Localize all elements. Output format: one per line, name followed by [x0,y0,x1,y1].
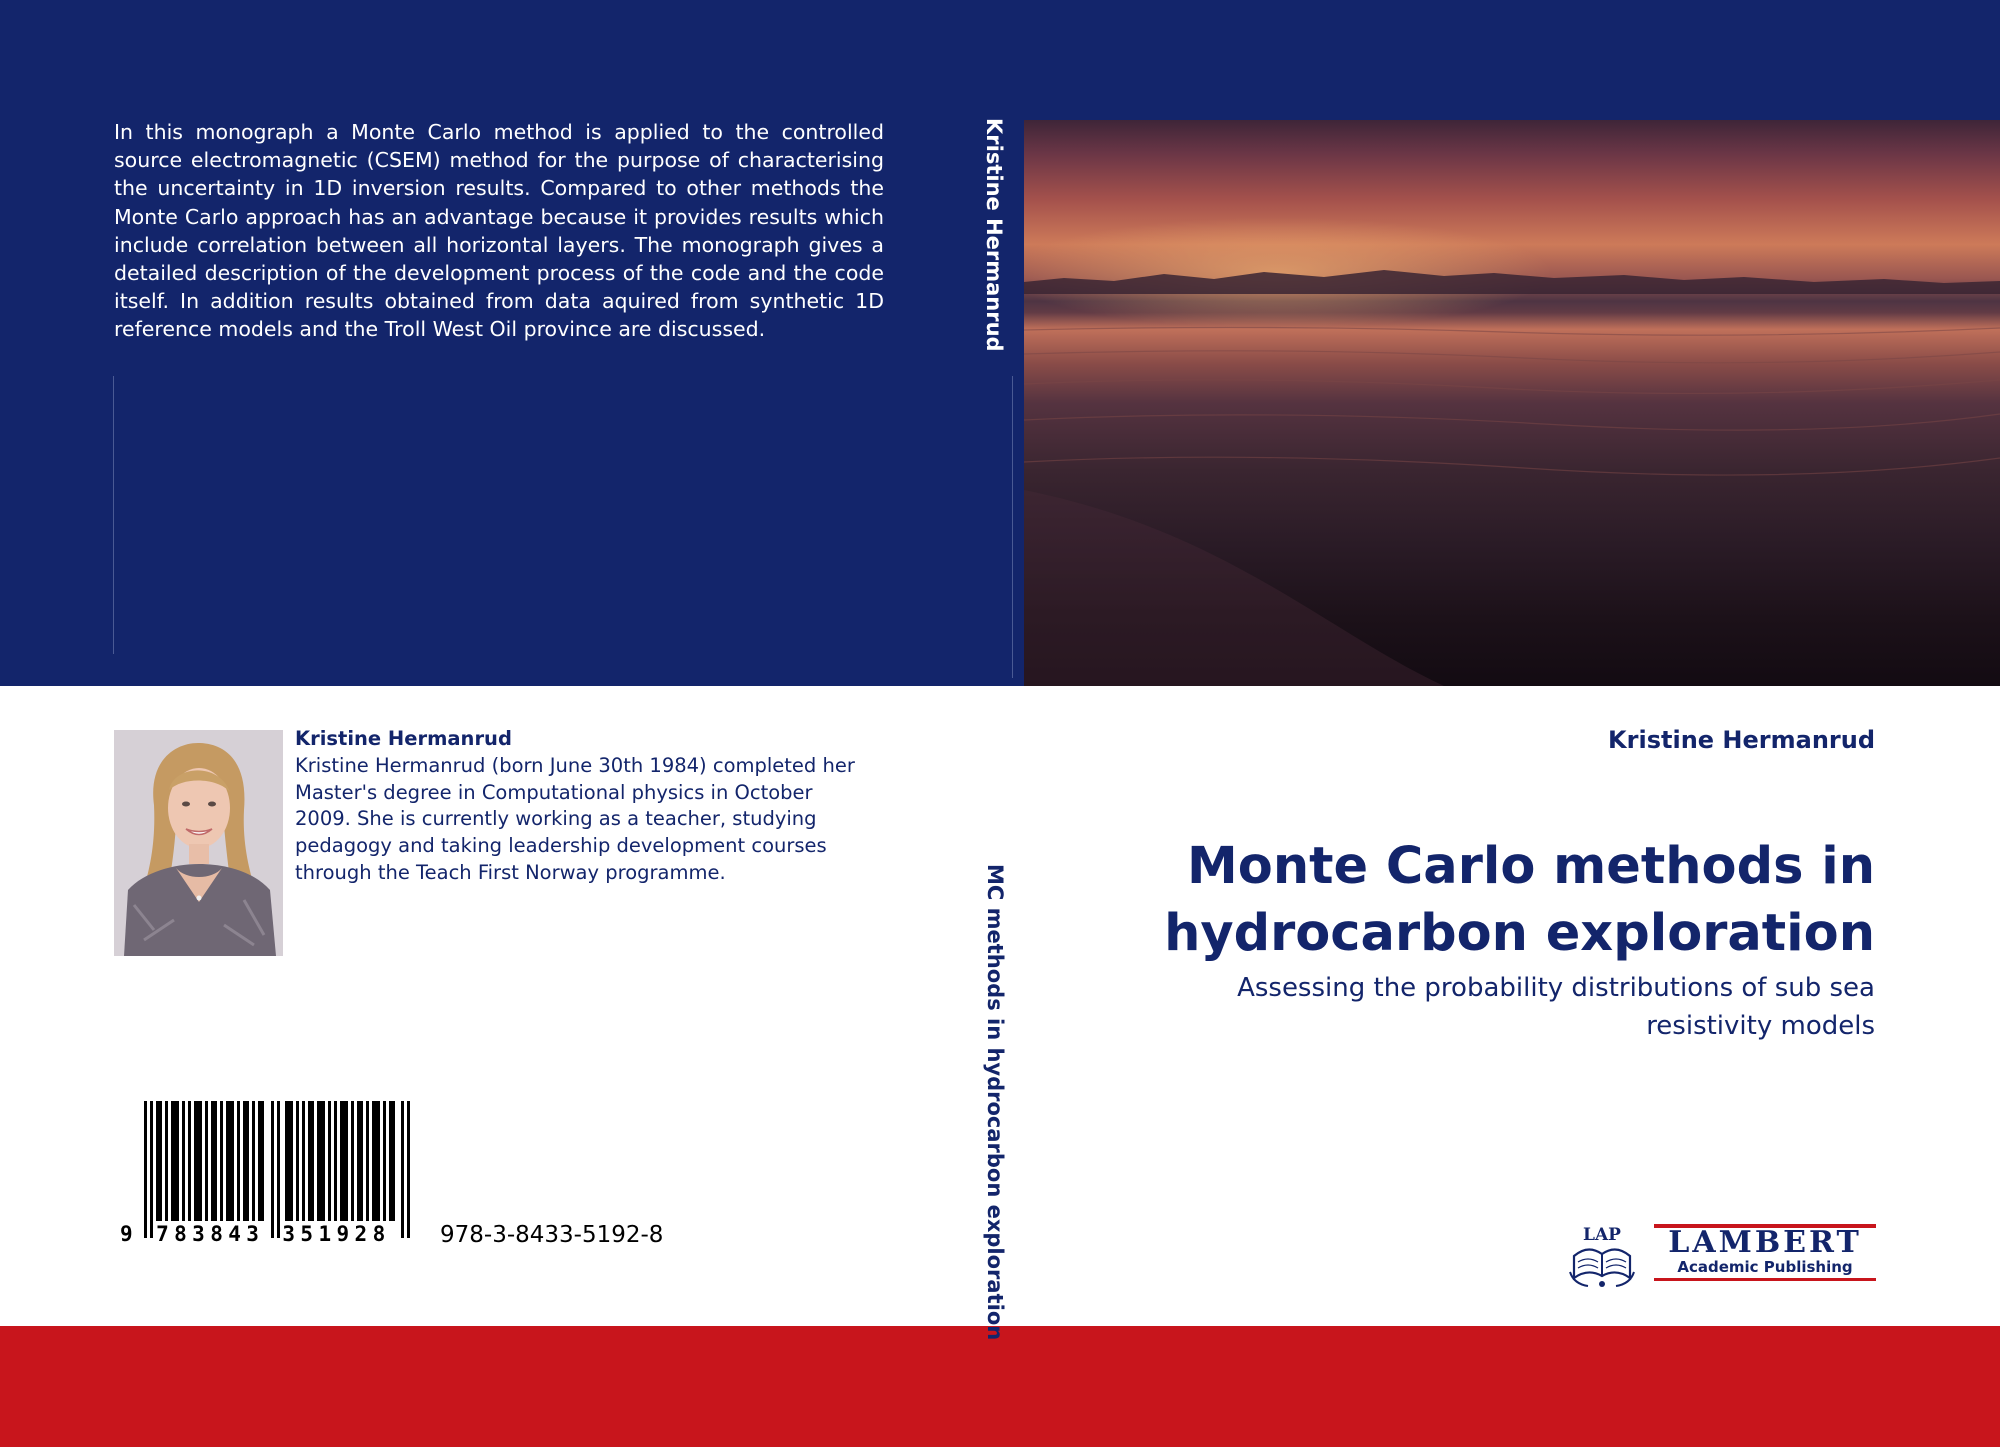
author-portrait-image [114,730,283,956]
guide-line [1012,376,1013,678]
logo-academic-publishing: Academic Publishing [1677,1258,1853,1276]
logo-lap-letters: LAP [1583,1225,1621,1245]
isbn-barcode [144,1101,410,1238]
isbn-number: 978-3-8433-5192-8 [440,1222,664,1248]
mountain-silhouette [1024,268,2000,294]
bottom-red-band [0,1326,2000,1447]
front-cover-title: Monte Carlo methods in hydrocarbon exploration [1164,837,1875,963]
spine-author: Kristine Hermanrud [982,118,1006,352]
cover-sunset-photo [1024,120,2000,686]
guide-line [113,376,114,654]
front-cover-subtitle: Assessing the probability distributions of sub sea resistivity models [1237,973,1875,1041]
author-portrait [114,730,283,956]
author-biography: Kristine Hermanrud (born June 30th 1984) completed her Master's degree in Computational physics in October 2009. She is currently working as a teacher, studying pedagogy and taking leadership development courses through the Teach First Norway programme. [295,754,855,884]
water-ripples [1024,310,2000,686]
lambert-publisher-logo [1568,1222,1880,1290]
front-cover-author: Kristine Hermanrud [1608,726,1875,754]
open-book-icon [1570,1249,1634,1287]
back-cover-blurb: In this monograph a Monte Carlo method is applied to the controlled source electromagnetic (CSEM) method for the purpose of characterising the uncertainty in 1D inversion results. Compared to other methods the Monte Carlo approach has an advantage because it provides results which include correlation between all horizontal layers. The monograph gives a detailed description of the development process of the code and the code itself. In addition results obtained from data aquired from synthetic 1D reference models and the Troll West Oil province are discussed. [114,120,884,342]
spine-title: MC methods in hydrocarbon exploration [983,864,1007,1341]
barcode-digits: 9 783843 351928 [120,1222,391,1246]
bio-author-name: Kristine Hermanrud [295,727,512,750]
logo-lambert-wordmark: LAMBERT [1668,1225,1862,1260]
